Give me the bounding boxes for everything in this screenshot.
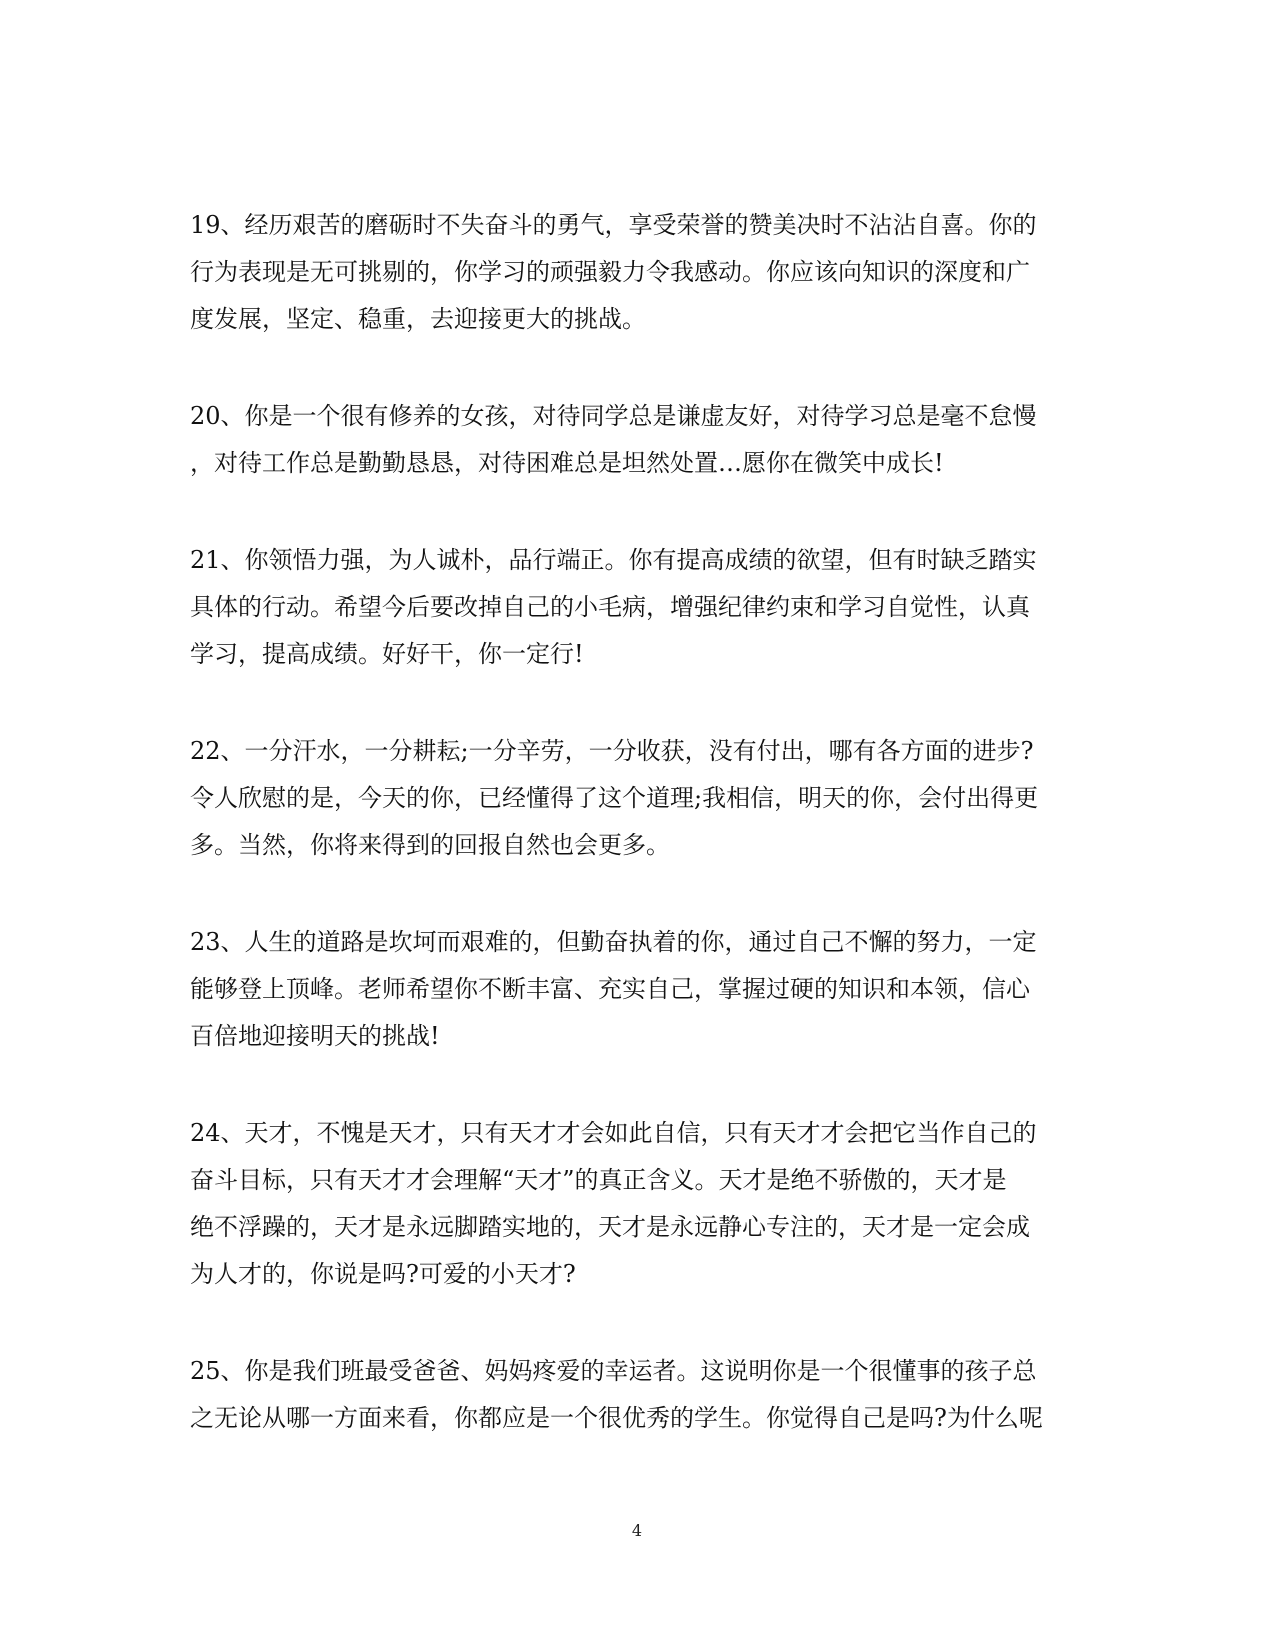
paragraph-line: 令人欣慰的是，今天的你，已经懂得了这个道理;我相信，明天的你，会付出得更 (190, 784, 1039, 812)
paragraph-line: 百倍地迎接明天的挑战! (190, 1022, 440, 1050)
paragraph-line: 之无论从哪一方面来看，你都应是一个很优秀的学生。你觉得自己是吗?为什么呢 (190, 1404, 1043, 1432)
paragraph-23 (190, 919, 1085, 1060)
paragraph-20 (190, 393, 1085, 487)
paragraph-19 (190, 202, 1085, 343)
paragraph-line: 22、一分汗水，一分耕耘;一分辛劳，一分收获，没有付出，哪有各方面的进步? (190, 737, 1034, 765)
paragraph-line: 具体的行动。希望今后要改掉自己的小毛病，增强纪律约束和学习自觉性，认真 (190, 593, 1030, 621)
paragraph-21 (190, 537, 1085, 678)
paragraph-line: 为人才的，你说是吗?可爱的小天才? (190, 1260, 576, 1288)
page-number: 4 (631, 1521, 643, 1540)
paragraph-line: 奋斗目标，只有天才才会理解“天才”的真正含义。天才是绝不骄傲的，天才是 (190, 1166, 1007, 1194)
paragraph-line: 绝不浮躁的，天才是永远脚踏实地的，天才是永远静心专注的，天才是一定会成 (190, 1213, 1030, 1241)
paragraph-line: 能够登上顶峰。老师希望你不断丰富、充实自己，掌握过硬的知识和本领，信心 (190, 975, 1030, 1003)
paragraph-22 (190, 728, 1085, 869)
paragraph-line: ，对待工作总是勤勤恳恳，对待困难总是坦然处置…愿你在微笑中成长! (190, 449, 944, 477)
paragraph-line: 行为表现是无可挑剔的，你学习的顽强毅力令我感动。你应该向知识的深度和广 (190, 258, 1030, 286)
paragraph-line: 25、你是我们班最受爸爸、妈妈疼爱的幸运者。这说明你是一个很懂事的孩子总 (190, 1357, 1037, 1385)
paragraph-25 (190, 1348, 1085, 1442)
paragraph-24 (190, 1110, 1085, 1298)
paragraph-line: 23、人生的道路是坎坷而艰难的，但勤奋执着的你，通过自己不懈的努力，一定 (190, 928, 1037, 956)
paragraph-line: 21、你领悟力强，为人诚朴，品行端正。你有提高成绩的欲望，但有时缺乏踏实 (190, 546, 1037, 574)
paragraph-line: 20、你是一个很有修养的女孩，对待同学总是谦虚友好，对待学习总是毫不怠慢 (190, 402, 1037, 430)
document-body (190, 202, 1085, 1442)
paragraph-line: 度发展，坚定、稳重，去迎接更大的挑战。 (190, 305, 646, 333)
paragraph-line: 学习，提高成绩。好好干，你一定行! (190, 640, 584, 668)
paragraph-line: 多。当然，你将来得到的回报自然也会更多。 (190, 831, 670, 859)
paragraph-line: 19、经历艰苦的磨砺时不失奋斗的勇气，享受荣誉的赞美决时不沾沾自喜。你的 (190, 211, 1037, 239)
paragraph-line: 24、天才，不愧是天才，只有天才才会如此自信，只有天才才会把它当作自己的 (190, 1119, 1037, 1147)
